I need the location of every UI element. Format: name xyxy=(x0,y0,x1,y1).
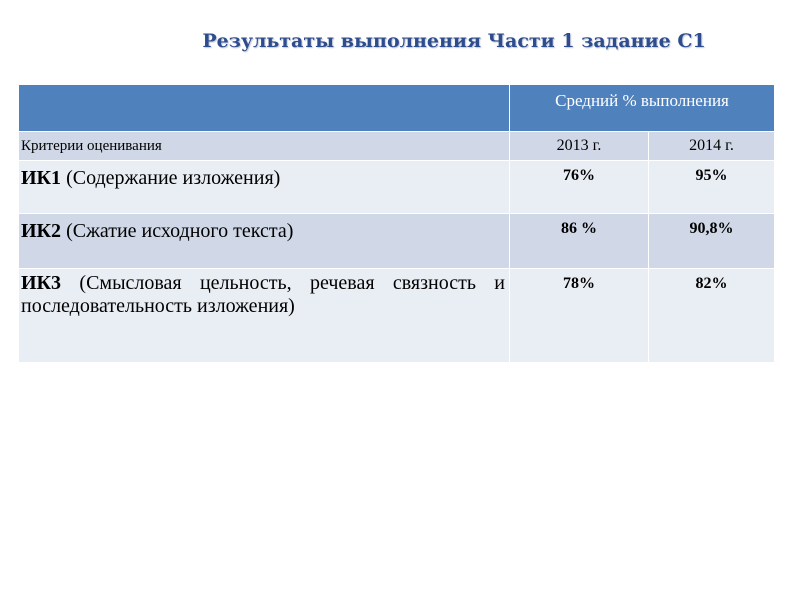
average-completion-header: Средний % выполнения xyxy=(510,85,775,132)
table-subheader-row xyxy=(19,132,775,161)
year-2014-header: 2014 г. xyxy=(649,132,775,161)
year-2013-header: 2013 г. xyxy=(510,132,649,161)
criterion-cell xyxy=(19,214,510,269)
criterion-description: (Сжатие исходного текста) xyxy=(66,220,294,242)
value-2014: 82% xyxy=(649,269,775,363)
criteria-header: Критерии оценивания xyxy=(19,132,510,161)
criterion-cell xyxy=(19,269,510,363)
header-empty-cell xyxy=(19,85,510,132)
value-2014: 95% xyxy=(649,161,775,214)
criterion-code: ИК3 xyxy=(21,272,62,294)
criterion-code: ИК1 xyxy=(21,167,62,189)
criterion-description: (Смысловая цельность, речевая связность и последовательность изложения) xyxy=(21,272,506,317)
value-2013: 78% xyxy=(510,269,649,363)
criterion-description: (Содержание изложения) xyxy=(66,167,281,189)
table-header-row xyxy=(19,85,775,132)
value-2013: 76% xyxy=(510,161,649,214)
value-2013: 86 % xyxy=(510,214,649,269)
page-title: Результаты выполнения Части 1 задание С1 xyxy=(202,30,706,52)
table-row xyxy=(19,214,775,269)
criterion-code: ИК2 xyxy=(21,220,62,242)
criterion-cell xyxy=(19,161,510,214)
results-table xyxy=(18,84,775,363)
value-2014: 90,8% xyxy=(649,214,775,269)
table-row xyxy=(19,269,775,363)
table-row xyxy=(19,161,775,214)
